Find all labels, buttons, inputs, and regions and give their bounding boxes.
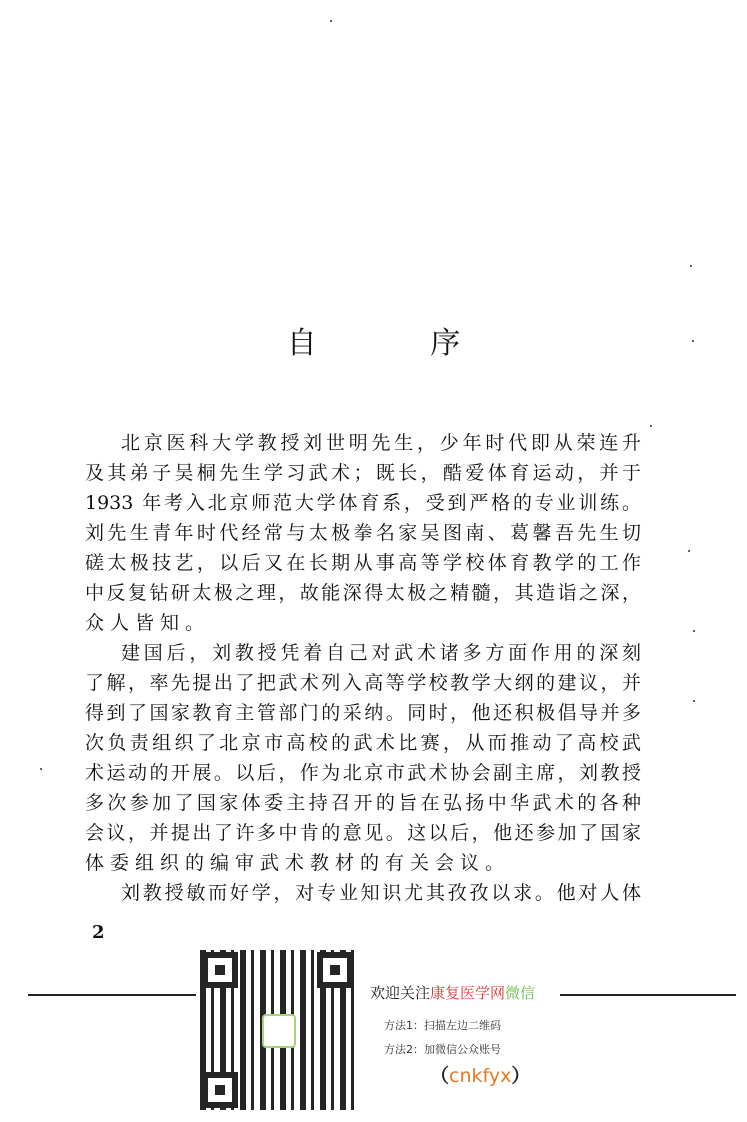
text-line: 术运动的开展。以后，作为北京市武术协会副主席，刘教授 [85, 762, 641, 784]
paren-open: （ [430, 1065, 450, 1087]
text-line: 刘教授敏而好学，对专业知识尤其孜孜以求。他对人体 [121, 882, 641, 904]
scan-speck [650, 425, 652, 427]
paren-close: ） [511, 1065, 531, 1087]
promo-method-2: 方法2：加微信公众账号 [384, 1043, 501, 1056]
text-line: 得到了国家教育主管部门的采纳。同时，他还积极倡导并多 [85, 702, 641, 724]
qr-code-image [200, 950, 355, 1110]
qr-finder-icon [317, 952, 353, 988]
promo-prefix: 欢迎关注 [370, 984, 431, 1002]
scan-speck [692, 340, 694, 342]
scan-speck [690, 265, 692, 267]
scan-speck [693, 700, 695, 702]
text-line: 1933 年考入北京师范大学体育系，受到严格的专业训练。 [85, 492, 641, 514]
text-line: 体委组织的编审武术教材的有关会议。 [85, 852, 511, 874]
scan-speck [330, 20, 332, 22]
promo-site: 康复医学网 [430, 984, 506, 1002]
text-line: 多次参加了国家体委主持召开的旨在弘扬中华武术的各种 [85, 792, 641, 814]
divider-left [28, 994, 196, 996]
text-line: 北京医科大学教授刘世明先生，少年时代即从荣连升 [121, 432, 641, 454]
scan-speck [688, 550, 690, 552]
scan-speck [693, 630, 695, 632]
qr-finder-icon [202, 1072, 238, 1108]
promo-heading [370, 982, 535, 1003]
logo-icon [262, 1014, 296, 1048]
text-line: 了解，率先提出了把武术列入高等学校教学大纲的建议，并 [85, 672, 641, 694]
text-line: 刘先生青年时代经常与太极拳名家吴图南、葛馨吾先生切 [85, 522, 641, 544]
text-line: 中反复钻研太极之理，故能深得太极之精髓，其造诣之深， [85, 582, 641, 604]
text-line: 建国后，刘教授凭着自己对武术诸多方面作用的深刻 [121, 642, 641, 664]
page-number: 2 [92, 922, 105, 943]
text-line: 次负责组织了北京市高校的武术比赛，从而推动了高校武 [85, 732, 641, 754]
scan-speck [40, 768, 42, 770]
promo-method-1: 方法1：扫描左边二维码 [384, 1019, 501, 1032]
wechat-promo [370, 982, 535, 1088]
text-line: 众人皆知。 [85, 612, 211, 634]
preface-body [85, 428, 641, 908]
text-line: 会议，并提出了许多中肯的意见。这以后，他还参加了国家 [85, 822, 641, 844]
qr-finder-icon [202, 952, 238, 988]
account-id: cnkfyx [449, 1065, 512, 1087]
text-line: 及其弟子吴桐先生学习武术；既长，酷爱体育运动，并于 [85, 462, 641, 484]
text-line: 磋太极技艺，以后又在长期从事高等学校体育教学的工作 [85, 552, 641, 574]
divider-right [560, 994, 736, 996]
promo-account [430, 1061, 535, 1088]
page-title: 自 序 [286, 326, 513, 361]
promo-wechat: 微信 [505, 984, 536, 1002]
